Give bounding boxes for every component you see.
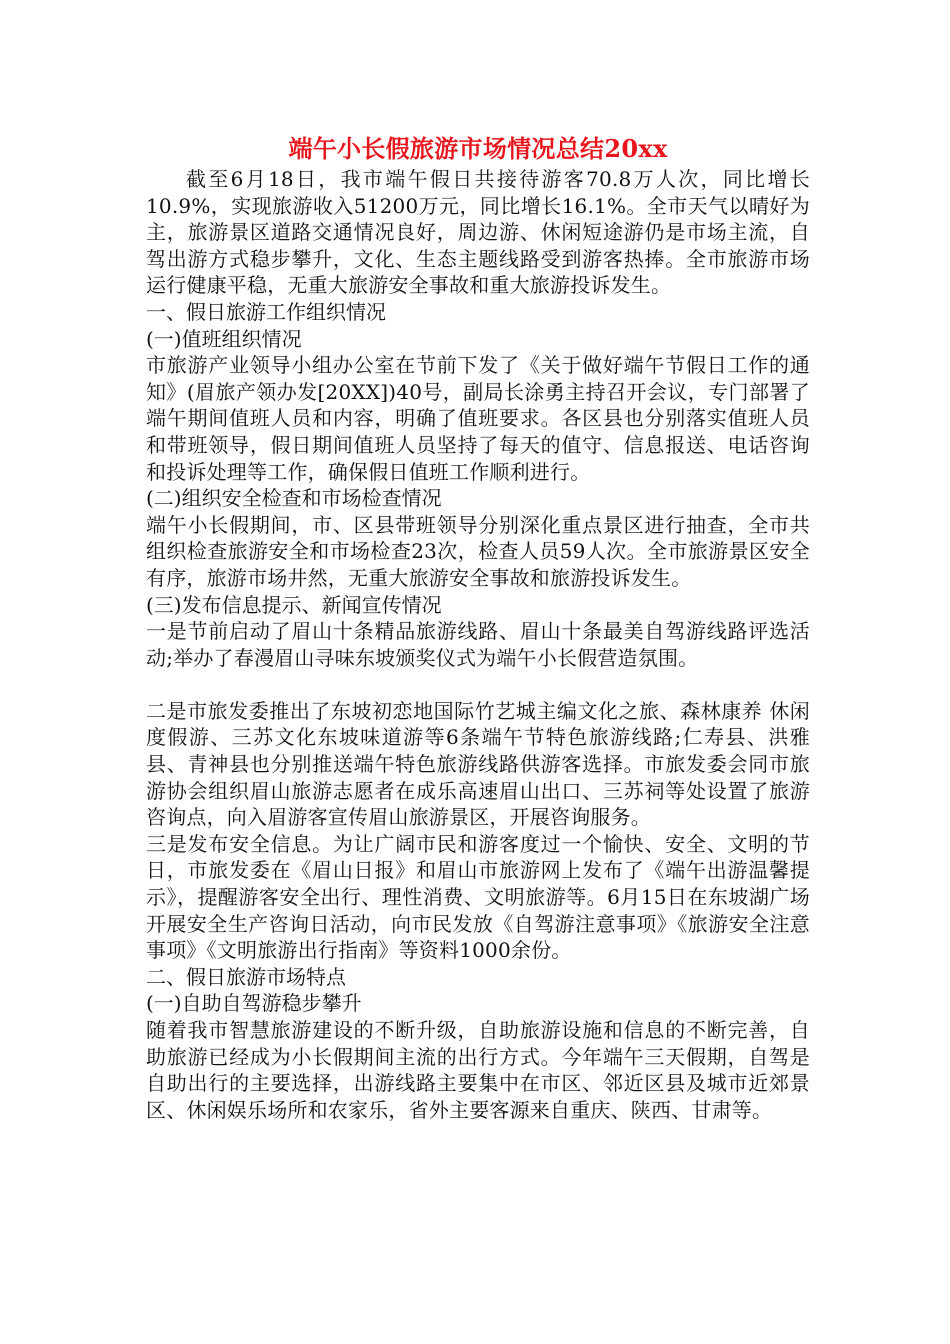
section-heading: 一、假日旅游工作组织情况 xyxy=(146,299,386,324)
body-paragraph: 市旅游产业领导小组办公室在节前下发了《关于做好端午节假日工作的通知》(眉旅产领办发[20XX])40号，副局长涂勇主持召开会议，专门部署了端午期间值班人员和内容，明确了值班要求。各区县也分别落实值班人员和带班领导，假日期间值班人员坚持了每天的值守、信息报送、电话咨询和投诉处理等工作，确保假日值班工作顺利进行。 xyxy=(146,353,810,484)
document-page xyxy=(146,132,810,1123)
section-heading: (三)发布信息提示、新闻宣传情况 xyxy=(146,592,442,617)
body-paragraph: 端午小长假期间，市、区县带班领导分别深化重点景区进行抽查，全市共组织检查旅游安全和市场检查23次，检查人员59人次。全市旅游景区安全有序，旅游市场井然，无重大旅游安全事故和旅游投诉发生。 xyxy=(146,512,810,590)
document-body xyxy=(146,166,810,1123)
body-paragraph: 二是市旅发委推出了东坡初恋地国际竹艺城主编文化之旅、森林康养 休闲度假游、三苏文化东坡味道游等6条端午节特色旅游线路;仁寿县、洪雅县、青神县也分别推送端午特色旅游线路供游客选择。市旅发委会同市旅游协会组织眉山旅游志愿者在成乐高速眉山出口、三苏祠等处设置了旅游咨询点，向入眉游客宣传眉山旅游景区，开展咨询服务。 xyxy=(146,698,810,830)
document-title: 端午小长假旅游市场情况总结20xx xyxy=(288,134,668,163)
body-paragraph: 一是节前启动了眉山十条精品旅游线路、眉山十条最美自驾游线路评选活动;举办了春漫眉山寻味东坡颁奖仪式为端午小长假营造氛围。 xyxy=(146,619,810,670)
body-paragraph: 截至6月18日，我市端午假日共接待游客70.8万人次，同比增长10.9%，实现旅游收入51200万元，同比增长16.1%。全市天气以晴好为主，旅游景区道路交通情况良好，周边游、休闲短途游仍是市场主流，自驾出游方式稳步攀升，文化、生态主题线路受到游客热捧。全市旅游市场运行健康平稳，无重大旅游安全事故和重大旅游投诉发生。 xyxy=(146,167,810,298)
section-heading: (一)值班组织情况 xyxy=(146,326,302,351)
body-paragraph: 三是发布安全信息。为让广阔市民和游客度过一个愉快、安全、文明的节日，市旅发委在《眉山日报》和眉山市旅游网上发布了《端午出游温馨提示》，提醒游客安全出行、理性消费、文明旅游等。6月15日在东坡湖广场开展安全生产咨询日活动，向市民发放《自驾游注意事项》《旅游安全注意事项》《文明旅游出行指南》等资料1000余份。 xyxy=(146,831,810,963)
blank-line xyxy=(146,671,810,698)
section-heading: (二)组织安全检查和市场检查情况 xyxy=(146,486,442,511)
section-heading: (一)自助自驾游稳步攀升 xyxy=(146,991,362,1016)
section-heading: 二、假日旅游市场特点 xyxy=(146,964,346,989)
body-paragraph: 随着我市智慧旅游建设的不断升级，自助旅游设施和信息的不断完善，自助旅游已经成为小长假期间主流的出行方式。今年端午三天假期，自驾是自助出行的主要选择，出游线路主要集中在市区、邻近区县及城市近郊景区、休闲娱乐场所和农家乐，省外主要客源来自重庆、陕西、甘肃等。 xyxy=(146,1018,810,1122)
